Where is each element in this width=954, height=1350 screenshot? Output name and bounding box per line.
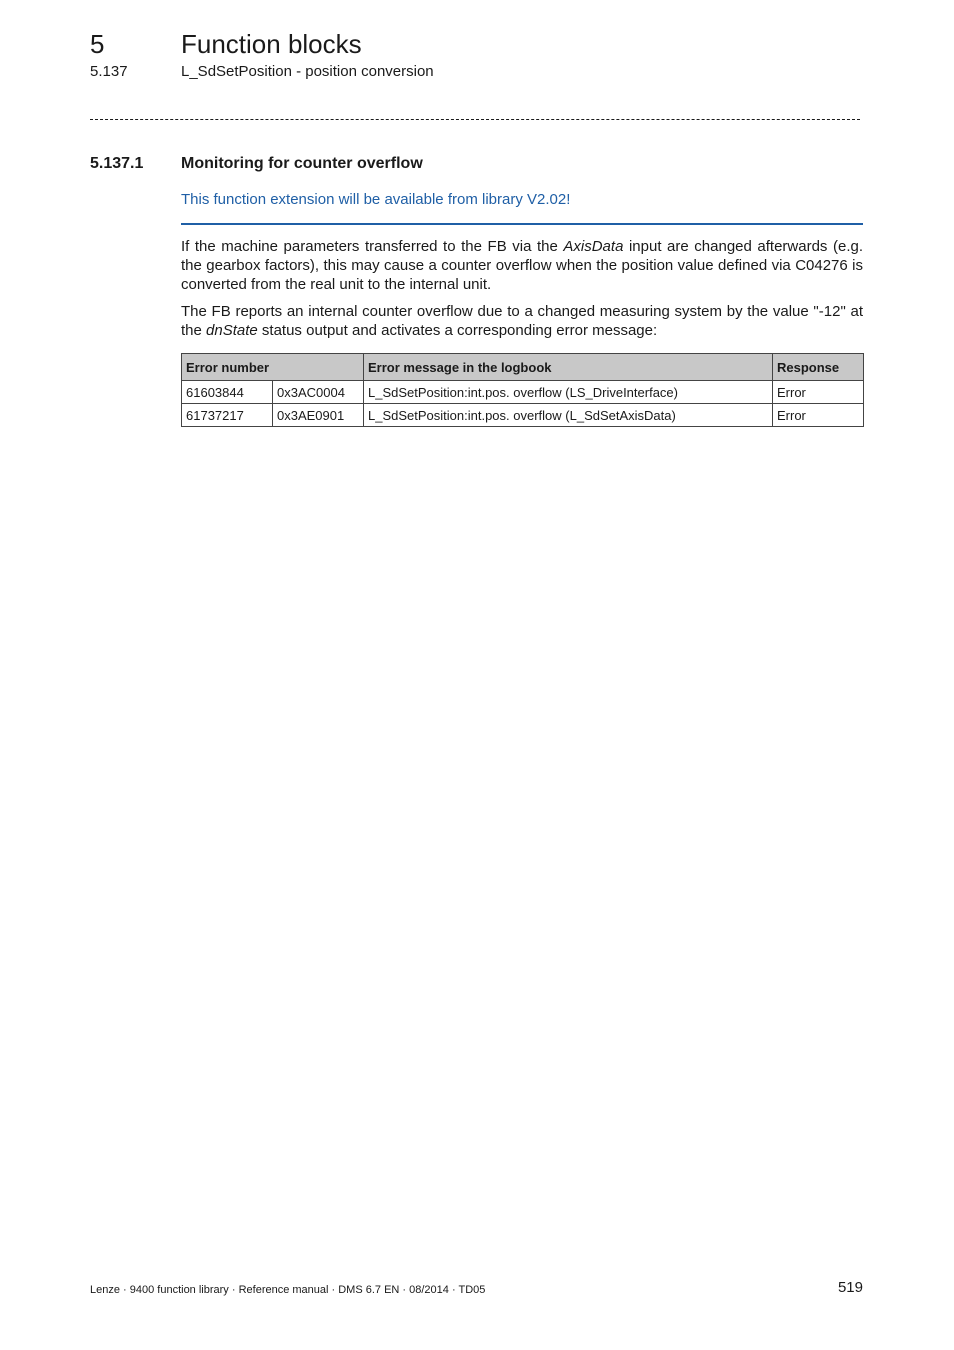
- header-message: Error message in the logbook: [364, 354, 773, 381]
- section-number: 5.137: [90, 63, 128, 80]
- table-row: [182, 404, 864, 427]
- subsection-number: 5.137.1: [90, 155, 144, 172]
- error-number-dec: 61603844: [182, 381, 273, 404]
- table-row: [182, 381, 864, 404]
- paragraph1-before: If the machine parameters transferred to the FB via the: [181, 238, 564, 255]
- section-title: L_SdSetPosition - position conversion: [181, 63, 434, 80]
- chapter-number: 5: [90, 29, 105, 59]
- table-header-row: [182, 354, 864, 381]
- chapter-title: Function blocks: [181, 29, 362, 59]
- error-number-hex: 0x3AC0004: [273, 381, 364, 404]
- error-response: Error: [773, 404, 864, 427]
- paragraph2-before: The FB reports an internal counter overflow due to a changed measuring system by the value "-12" at the: [181, 303, 863, 339]
- footer-document-info: Lenze · 9400 function library · Reference manual · DMS 6.7 EN · 08/2014 · TD05: [90, 1284, 486, 1296]
- header-response: Response: [773, 354, 864, 381]
- page-number: 519: [837, 1279, 863, 1296]
- availability-note: This function extension will be available from library V2.02!: [181, 191, 571, 208]
- paragraph1-emphasis: AxisData: [563, 238, 624, 255]
- note-divider: [181, 223, 863, 225]
- error-message: L_SdSetPosition:int.pos. overflow (LS_DriveInterface): [364, 381, 773, 404]
- header-divider: [90, 119, 860, 120]
- paragraph1-after: input are changed afterwards (e.g. the gearbox factors), this may cause a counter overflow when the position value defined via C04276 is converted from the real unit to the internal unit.: [181, 238, 863, 293]
- subsection-title: Monitoring for counter overflow: [181, 155, 423, 172]
- paragraph2-emphasis: dnState: [206, 322, 258, 339]
- paragraph-axisdata: [181, 237, 863, 294]
- paragraph2-after: status output and activates a corresponding error message:: [257, 322, 658, 339]
- error-number-dec: 61737217: [182, 404, 273, 427]
- header-error-number: Error number: [182, 354, 364, 381]
- error-table: [181, 353, 864, 427]
- error-number-hex: 0x3AE0901: [273, 404, 364, 427]
- error-response: Error: [773, 381, 864, 404]
- paragraph-dnstate: [181, 302, 863, 340]
- error-message: L_SdSetPosition:int.pos. overflow (L_SdSetAxisData): [364, 404, 773, 427]
